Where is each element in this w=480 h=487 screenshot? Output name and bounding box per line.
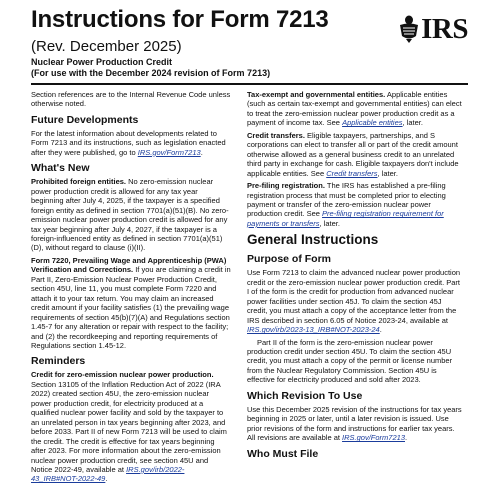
tax-exempt-paragraph: Tax-exempt and governmental entities. Applicable entities (such as certain tax-exempt and governmental entities) can elect to treat the zero-emission nuclear power production credit as a payment of income tax. See Applicable entities, later. bbox=[247, 90, 462, 128]
which-revision-paragraph: Use this December 2025 revision of the instructions for tax years beginning in 2025 or later, until a later revision is issued. Use prior revisions of the form and instructions for earlier tax years. All revisions are available at IRS.gov/Form7213. bbox=[247, 404, 462, 443]
form7213-link[interactable]: IRS.gov/Form7213 bbox=[137, 147, 201, 157]
credit-transfers-link[interactable]: Credit transfers bbox=[326, 168, 378, 178]
credit-paragraph: Credit for zero-emission nuclear power production. Section 13105 of the Inflation Reduction Act of 2022 (IRA 2022) created section 45U, the zero-emission nuclear power production credit, for electricity produced at a qualified nuclear power facility and sold by the taxpayer to an unrelated person in tax years beginning after 2023, and before 2033. Part II of new Form 7213 will be used to claim the credit. The credit is effective for tax years beginning after 2023. For more information about the zero-emission nuclear power production credit, see section 45U and Notice 2022-49, available at IRS.gov/irb/2022-43_IRB#NOT-2022-49. bbox=[31, 370, 227, 484]
whats-new-heading: What's New bbox=[31, 162, 90, 175]
left-column bbox=[31, 90, 231, 487]
revision-form7213-link[interactable]: IRS.gov/Form7213 bbox=[342, 433, 405, 443]
prefiling-link[interactable]: Pre-filing registration requirement for payments or transfers bbox=[247, 209, 444, 228]
general-instructions-heading: General Instructions bbox=[247, 232, 379, 248]
header-rule bbox=[31, 83, 468, 85]
document-subtitle bbox=[31, 57, 270, 79]
subtitle-line-1: Nuclear Power Production Credit bbox=[31, 57, 173, 67]
applicable-entities-link[interactable]: Applicable entities bbox=[342, 118, 403, 128]
future-developments-heading: Future Developments bbox=[31, 113, 139, 126]
who-must-file-heading: Who Must File bbox=[247, 447, 319, 460]
right-column bbox=[247, 90, 463, 463]
future-developments-text: For the latest information about developments related to Form 7213 and its instructions, such as legislation enacted after they were published, go to IRS.gov/Form7213. bbox=[31, 128, 226, 157]
purpose-paragraph-2: Part II of the form is the zero-emission nuclear power production credit under section 45U. To claim the section 45U credit, you must attach a copy of the permit or license number from the Nuclear Regulatory Commission. Section 45U is effective for electricity produced and sold after 2023. bbox=[247, 337, 453, 385]
purpose-of-form-heading: Purpose of Form bbox=[247, 253, 332, 266]
credit-transfers-paragraph: Credit transfers. Eligible taxpayers, partnerships, and S corporations can elect to transfer all or part of the credit amount otherwise allowed as a general business credit to an unrelated third party in exchange for cash. Eligible taxpayers don't include applicable entities. See Credit transfers, later. bbox=[247, 130, 459, 178]
notice-2023-24-link[interactable]: IRS.gov/irb/2023-13_IRB#NOT-2023-24 bbox=[247, 325, 380, 335]
which-revision-heading: Which Revision To Use bbox=[247, 389, 363, 402]
notice-2022-49-link[interactable]: IRS.gov/irb/2022-43_IRB#NOT-2022-49 bbox=[31, 464, 185, 484]
purpose-paragraph-1: Use Form 7213 to claim the advanced nuclear power production credit or the zero-emission nuclear power production credit. Part I of the form is the credit for production from advanced nuclear power facilities under section 45J. To claim the section 45J credit, you must attach a copy of the acceptance letter from the IRS described in section 6.05 of Notice 2023-24, available at IRS.gov/irb/2023-13_IRB#NOT-2023-24. bbox=[247, 268, 461, 335]
prefiling-paragraph: Pre-filing registration. The IRS has established a pre-filing registration process that must be completed prior to electing payment or transfer of the zero-emission nuclear power production credit. See Pre-filing registration requirement for payments or transfers, later. bbox=[247, 181, 446, 228]
eagle-icon bbox=[397, 14, 421, 44]
form7220-paragraph: Form 7220, Prevailing Wage and Apprenticeship (PWA) Verification and Corrections. If you are claiming a credit in Part II, Zero-Emission Nuclear Power Production Credit, section 45U, line 11, you must complete Form 7220 and attach it to your tax return. You may claim an increased credit amount if your facility satisfies (1) the prevailing wage requirements of section 45(b)(7)(A) and Regulations section 1.45-7 for any alteration or repair with respect to the facility; and (2) the recordkeeping and reporting requirements of Regulations section 1.45-12. bbox=[31, 255, 231, 350]
irs-logo-text: IRS bbox=[421, 13, 468, 45]
document-title: Instructions for Form 7213 bbox=[31, 6, 329, 33]
reminders-heading: Reminders bbox=[31, 355, 86, 368]
prohibited-entities-paragraph: Prohibited foreign entities. No zero-emission nuclear power production credit is allowed for any tax year beginning after July 4, 2025, if the taxpayer is a specified foreign entity as defined in section 7701(a)(51)(B). No zero-emission nuclear power production credit is allowed for any tax year beginning after July 4, 2027, if the taxpayer is a foreign-influenced entity as defined in section 7701(a)(51)(D), without regard to clause (i)(II). bbox=[31, 177, 229, 253]
irs-logo bbox=[397, 14, 468, 44]
intro-text: Section references are to the Internal Revenue Code unless otherwise noted. bbox=[31, 90, 231, 109]
revision-date: (Rev. December 2025) bbox=[31, 38, 182, 55]
subtitle-line-2: (For use with the December 2024 revision of Form 7213) bbox=[31, 68, 271, 78]
